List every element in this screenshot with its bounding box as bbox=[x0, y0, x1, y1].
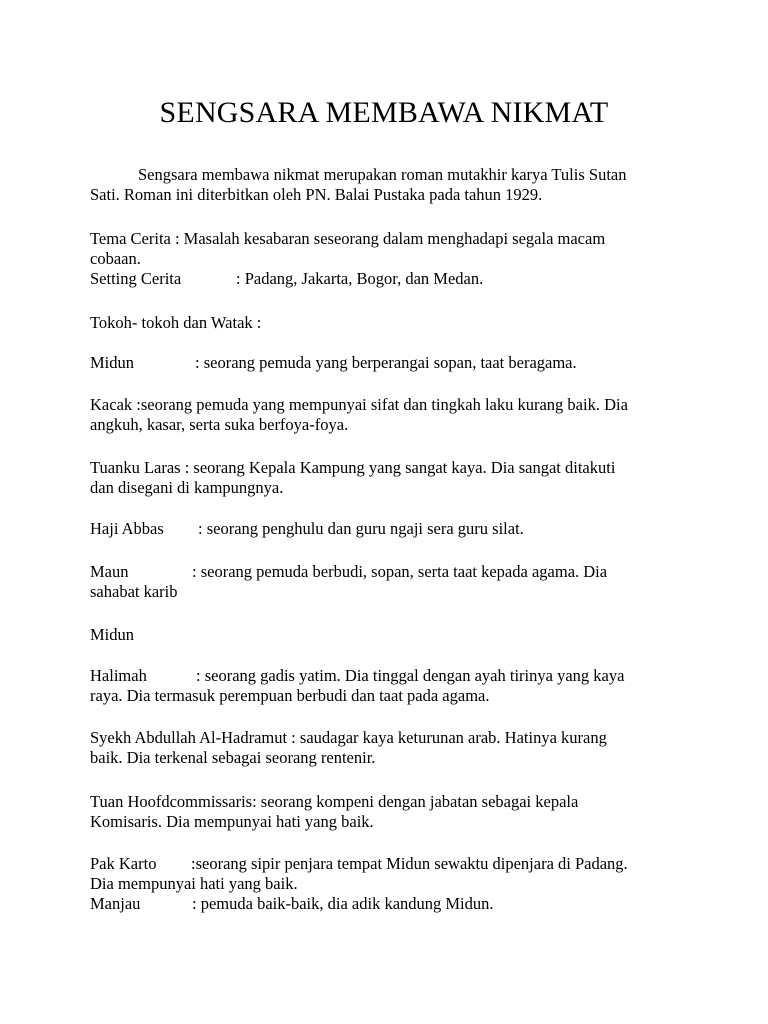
halimah-label: Halimah bbox=[90, 666, 147, 685]
halimah-text: : seorang gadis yatim. Dia tinggal dengan ayah tirinya yang kaya bbox=[196, 666, 625, 685]
tuanku-laras-line-2: dan disegani di kampungnya. bbox=[90, 478, 284, 497]
haji-abbas-text: : seorang penghulu dan guru ngaji sera guru silat. bbox=[198, 519, 524, 538]
kacak-line-2: angkuh, kasar, serta suka berfoya-foya. bbox=[90, 415, 349, 434]
manjau-text: : pemuda baik-baik, dia adik kandung Midun. bbox=[192, 894, 494, 913]
pak-karto-label: Pak Karto bbox=[90, 854, 157, 873]
setting-text: : Padang, Jakarta, Bogor, dan Medan. bbox=[236, 269, 484, 288]
entry-halimah bbox=[90, 666, 690, 706]
entry-midun-2: Midun bbox=[90, 625, 135, 644]
tuan-hoofd-line-1: Tuan Hoofdcommissaris: seorang kompeni dengan jabatan sebagai kepala bbox=[90, 792, 579, 811]
pak-karto-line-2: Dia mempunyai hati yang baik. bbox=[90, 874, 298, 893]
entry-maun bbox=[90, 562, 690, 602]
kacak-line-1: Kacak :seorang pemuda yang mempunyai sifat dan tingkah laku kurang baik. Dia bbox=[90, 395, 628, 414]
maun-label: Maun bbox=[90, 562, 129, 581]
tema-paragraph bbox=[90, 229, 690, 289]
entry-haji-abbas bbox=[90, 519, 690, 539]
tema-line-1: Tema Cerita : Masalah kesabaran seseorang dalam menghadapi segala macam bbox=[90, 229, 606, 248]
entry-kacak bbox=[90, 395, 690, 435]
tema-line-2: cobaan. bbox=[90, 249, 141, 268]
halimah-line-2: raya. Dia termasuk perempuan berbudi dan taat pada agama. bbox=[90, 686, 490, 705]
haji-abbas-label: Haji Abbas bbox=[90, 519, 164, 538]
syekh-line-1: Syekh Abdullah Al-Hadramut : saudagar kaya keturunan arab. Hatinya kurang bbox=[90, 728, 607, 747]
setting-label: Setting Cerita bbox=[90, 269, 182, 288]
maun-line-2: sahabat karib bbox=[90, 582, 178, 601]
pak-karto-text: :seorang sipir penjara tempat Midun sewaktu dipenjara di Padang. bbox=[191, 854, 628, 873]
midun-label: Midun bbox=[90, 353, 135, 372]
entry-syekh bbox=[90, 728, 690, 768]
intro-paragraph bbox=[90, 165, 690, 205]
intro-line-2: Sati. Roman ini diterbitkan oleh PN. Balai Pustaka pada tahun 1929. bbox=[90, 185, 543, 204]
maun-text: : seorang pemuda berbudi, sopan, serta taat kepada agama. Dia bbox=[192, 562, 608, 581]
intro-line-1: Sengsara membawa nikmat merupakan roman mutakhir karya Tulis Sutan bbox=[138, 165, 627, 184]
entry-tuan-hoofd bbox=[90, 792, 690, 832]
setting-line bbox=[90, 269, 690, 289]
entry-tuanku-laras bbox=[90, 458, 690, 498]
tuanku-laras-line-1: Tuanku Laras : seorang Kepala Kampung yang sangat kaya. Dia sangat ditakuti bbox=[90, 458, 616, 477]
tokoh-heading: Tokoh- tokoh dan Watak : bbox=[90, 313, 262, 332]
document-title: SENGSARA MEMBAWA NIKMAT bbox=[159, 96, 609, 129]
syekh-line-2: baik. Dia terkenal sebagai seorang rentenir. bbox=[90, 748, 376, 767]
tuan-hoofd-line-2: Komisaris. Dia mempunyai hati yang baik. bbox=[90, 812, 374, 831]
midun-text: : seorang pemuda yang berperangai sopan, taat beragama. bbox=[195, 353, 577, 372]
entry-pak-karto bbox=[90, 854, 690, 914]
manjau-label: Manjau bbox=[90, 894, 141, 913]
entry-midun bbox=[90, 353, 690, 373]
